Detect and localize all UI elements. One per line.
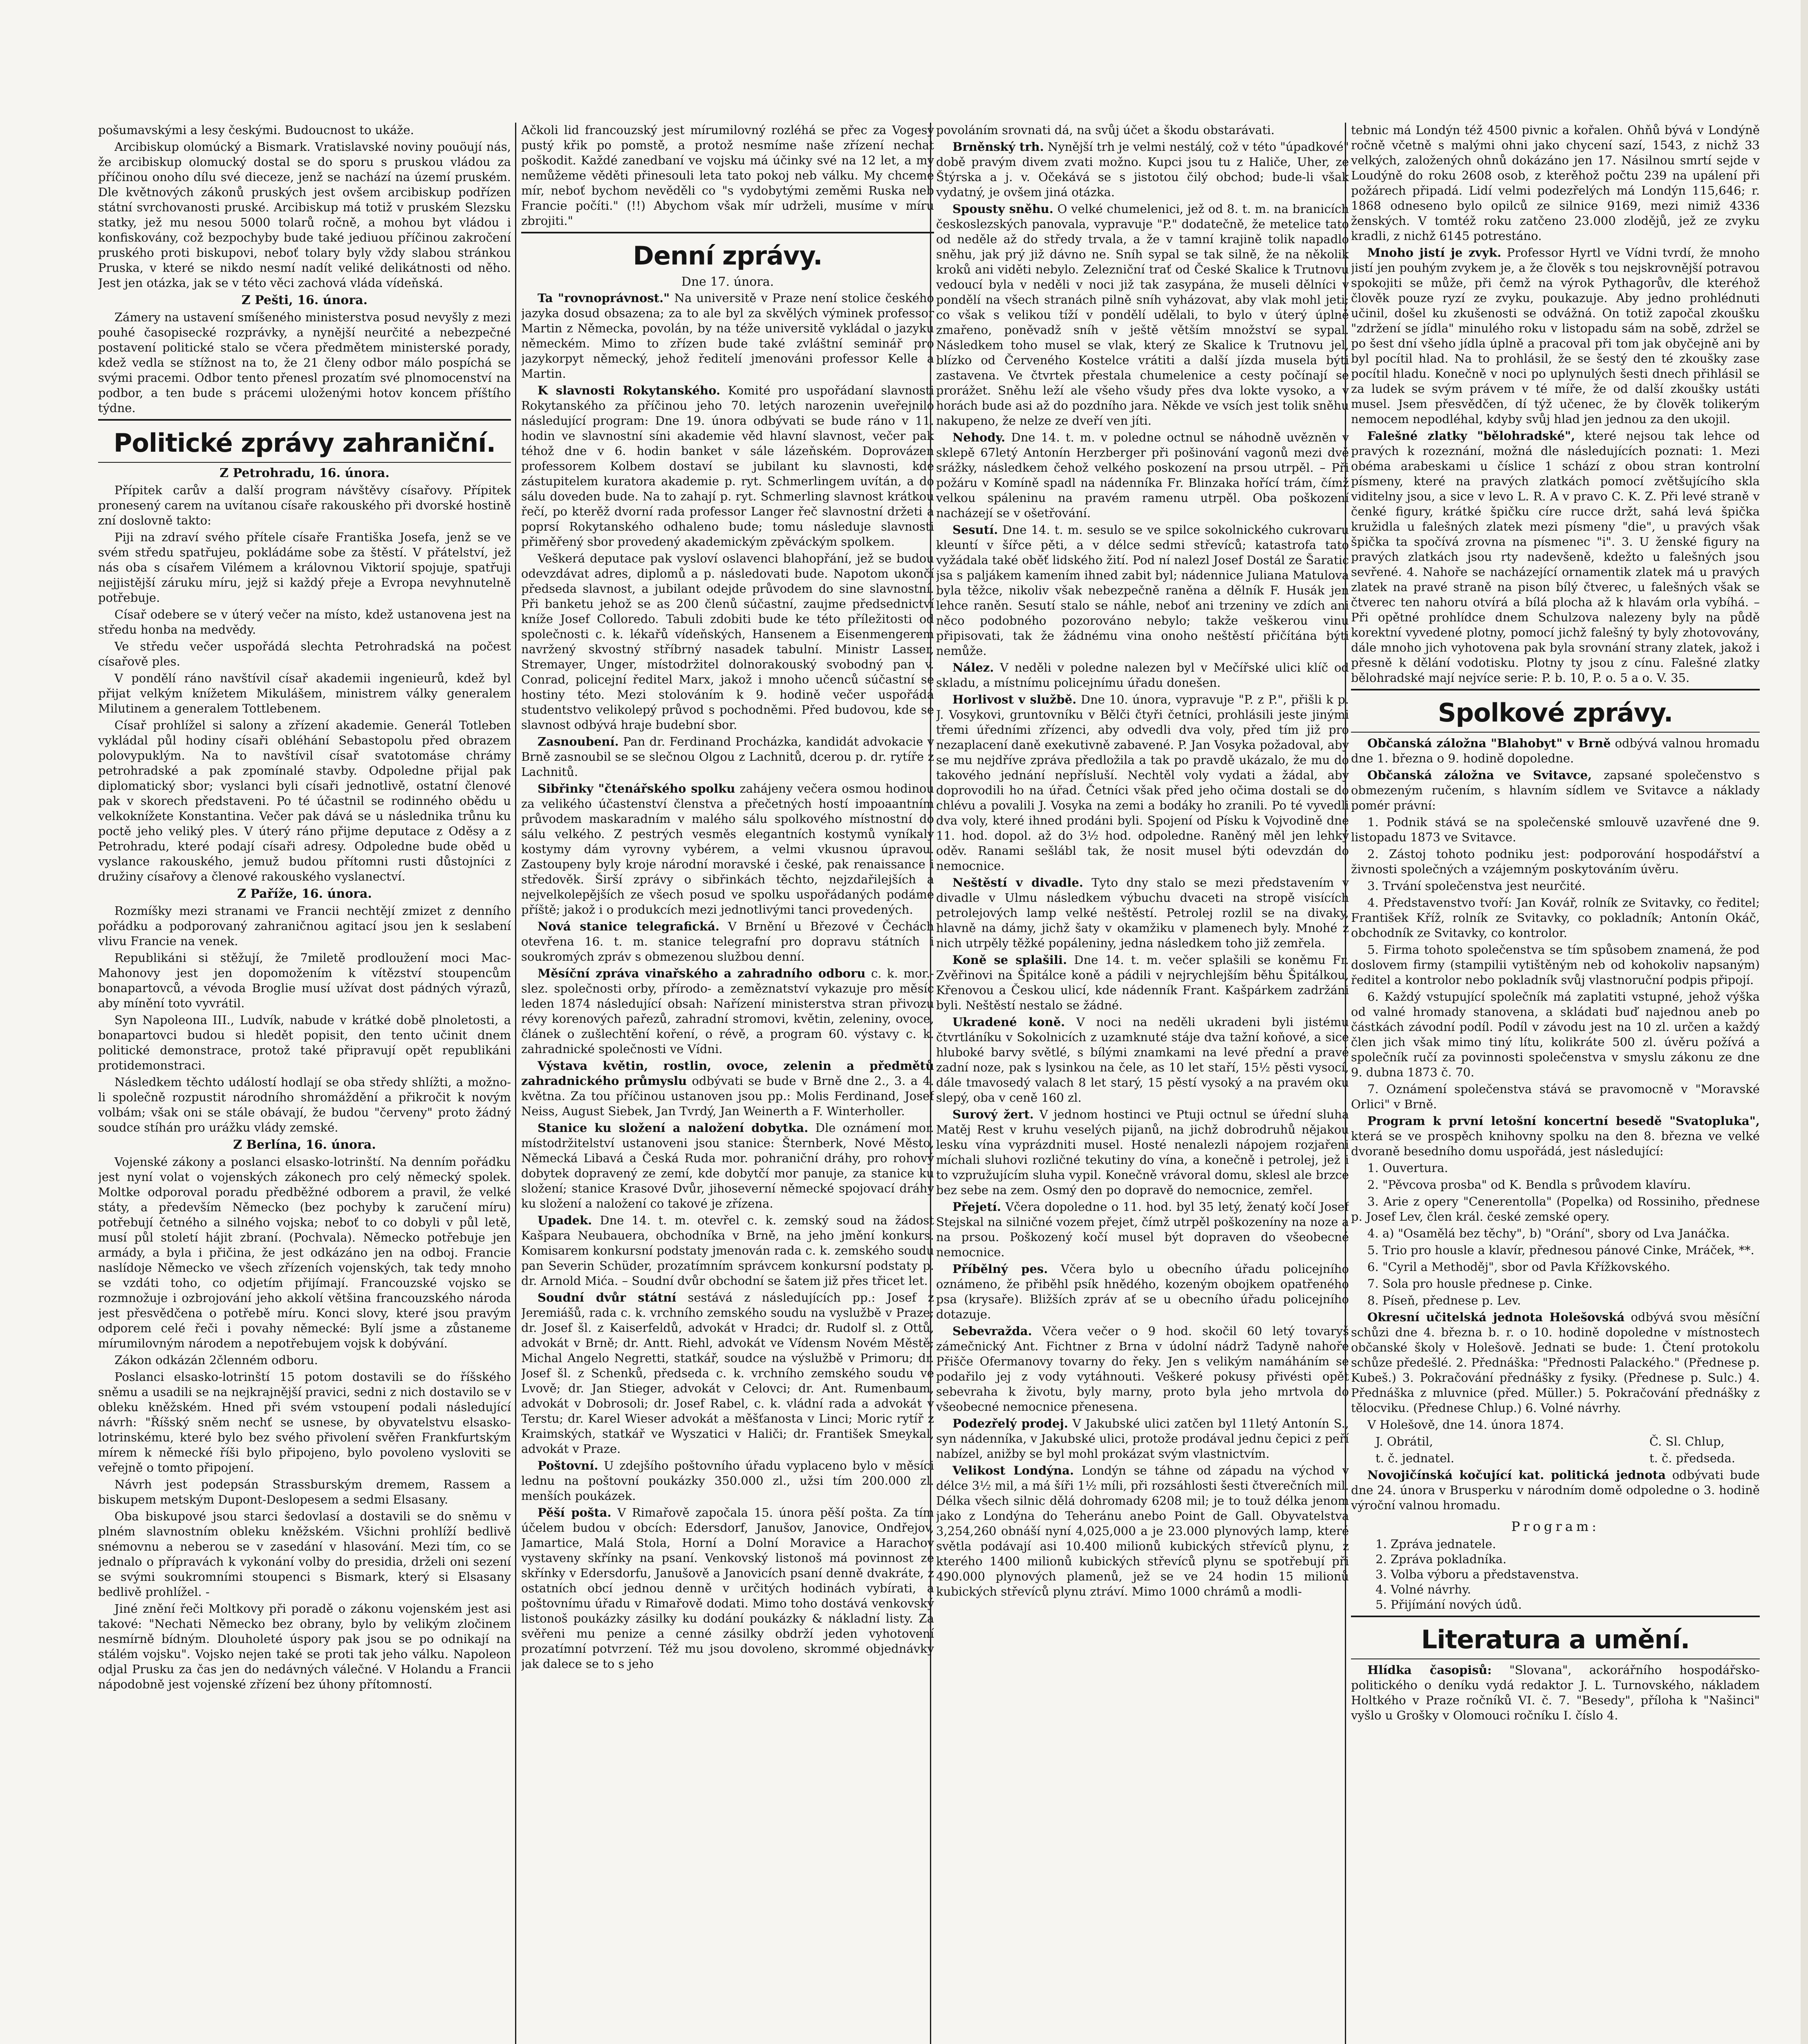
paragraph: V pondělí ráno navštívil císař akademii ingenieurů, kdež byl přijat velkým knížetem Mikulášem, ministrem války generalem Milutinem a generalem Tottlebenem. [98, 671, 511, 715]
news-item-text: 7. Oznámení společenstva stává se pravomocně v "Moravské Orlici" v Brně. [1351, 1082, 1760, 1111]
paragraph: Vojenské zákony a poslanci elsasko-lotrinští. Na denním pořádku jest nyní volat o vojenských zákonech pro celý německý spolek. Moltke odporoval poradu předběžné odborem a pravil, že velké státy, a především Německo (bez pochyby k zaručení míru) potřebují četného a silného vojska; neboť to co dobyli v půl letě, musí půl století hájit zbraní. (Pochvala). Německo potřebuje jen armády, a byla i přičina, že jest odkázáno jen na odboj. Francie naslídoje Německo ve všech zřízeních vojenských, tak tedy mnoho se vzdáti toho, co odjetím přijímají. Francouzské vojsko se rozmnožuje i ozbrojování jeho akkolí většina francouzského národa jest přesvědčena o potřebě míru. Konci slovy, které jsou pravým odporem celé řeči i povahy německé: Bylí jsme a zůstaneme mírumilovným národem a nepotřebujem vojsk k dobývání. [98, 1155, 511, 1350]
news-item [521, 383, 934, 549]
news-item-text: která se ve prospěch knihovny spolku na den 8. března ve velké dvoraně besedního domu uspořádá, jest následující: [1351, 1129, 1760, 1158]
news-item-title: Mnoho jistí je zvyk. [1367, 246, 1501, 260]
divider [521, 232, 934, 233]
news-item [521, 551, 934, 733]
news-item-text: odbývati se bude v Brně dne 2., 3. a 4. května. Za tou příčinou ustanoven jsou pp.: Molis Ferdinand, Josef Neiss, August Siebek, Jan Tvrdý, Jan Weinerth a F. Winterholler. [521, 1074, 934, 1118]
paragraph: Syn Napoleona III., Ludvík, nabude v krátké době plnoletosti, a bonapartovci budou si hledět popisit, den tento učinit dnem politické demonstrace, protož také připravují opět republikáni protidemonstraci. [98, 1013, 511, 1072]
news-item-text: Včera dopoledne o 11. hod. byl 35 letý, ženatý kočí Josef Stejskal na silničné vozem přejet, čímž utrpěl poškozeníny na noze a na prsou. Poškozený kočí musel být dopraven do všeobecné nemocnice. [936, 1200, 1349, 1259]
news-item [521, 1121, 934, 1211]
news-item [936, 139, 1349, 200]
column-3 [936, 123, 1349, 2044]
news-item-title: Neštěstí v divadle. [952, 876, 1083, 890]
news-item-text: 2. Zástoj tohoto podniku jest: podporování hospodářství a živnosti společných a vzájemným poskytováním úvěru. [1351, 847, 1760, 876]
news-item-title: Sebevražda. [952, 1324, 1032, 1338]
page-edge [1801, 0, 1808, 2044]
news-item-title: K slavnosti Rokytanského. [538, 383, 721, 397]
paragraph: Oba biskupové jsou starci šedovlasí a dostavili se do sněmu v plném slavnostním obleku kněžském. Všichni prohlíží bedlivě snémovnu a neberou se v zasedání v hlasování. Mezi tím, co se jednalo o přípravách k vykonání volby do presidia, drželi oni sezení se svými soukromními stoupenci s Bismark, který si Elsasany bedlivě prohlížel. - [98, 1509, 511, 1599]
news-item-text: Včera večer o 9 hod. skočil 60 letý tovaryš zámečnický Ant. Fichtner z Brna v údolní nádrž Tadyně nahoře Přišče Ofermanovy tovarny do řeky. Jen s velikým namáháním se podařilo jej z vody vytáhnouti. Veškeré pokusy přivésti opět sebevraha k životu, byly marny, proto byla jeho mrtvola do všeobecné nemocnice přenesena. [936, 1324, 1349, 1414]
news-item [1351, 989, 1760, 1080]
news-item [1351, 879, 1760, 894]
news-item-text: Nynější trh je velmi nestálý, což v této "úpadkové" době pravým divem zvati možno. Kupci jsou tu z Haliče, Uher, ze Štýrska a j. v. Očekává se s jistotou čilý obchod; bude-li však vydatný, je ovšem jiná otázka. [936, 140, 1349, 199]
news-item-title: Občanská záložna "Blahobyt" v Brně [1367, 736, 1611, 750]
program-item: 2. Zpráva pokladníka. [1376, 1552, 1507, 1566]
news-item-text: Tyto dny stalo se mezi představením v divadle v Ulmu následkem výbuchu dvaceti na stropě visících petrolejových lamp velké neštěstí. Petrolej rozlil se na divaky, hlavně na dámy, jichž šaty v okamžiku v plamenech byly. Mnohé z nich utrpěly těžké popáleniny, jedna následkem toho již zemřela. [936, 876, 1349, 950]
news-item [1351, 1194, 1760, 1224]
program-heading: Program: [1511, 1519, 1600, 1534]
news-item [936, 202, 1349, 428]
paragraph: Rozmíšky mezi stranami ve Francii nechtějí zmizet z denního pořádku a podporovaný zahraničnou agitací jsou jen k seslabení vlivu Francie na venek. [98, 904, 511, 948]
news-item-text: V noci na neděli ukradeni byli jistému čtvrtláníku v Sokolnicích z uzamknuté stáje dva tažní koňové, a sice hluboké barvy světlé, s bílými znamkami na levé přední a pravé zadní noze, pak s lysinkou na čele, as 10 let staří, 15½ pěsti vysocí, dále tmavosedý valach 8 let starý, 15 pěstí vysoký a na pravém oku slepý, oba v ceně 160 zl. [936, 1015, 1349, 1105]
news-item [1351, 768, 1760, 813]
news-item [1351, 428, 1760, 686]
paragraph: Návrh jest podepsán Strassburským dremem, Rassem a biskupem metským Dupont-Deslopesem a sedmi Elsasany. [98, 1477, 511, 1506]
paragraph: Císař prohlížel si salony a zřízení akademie. Generál Totleben vykládal půl hodiny císaři obléhání Sebastopolu před obrazem polovypuklým. Na to navštívil císař svatotomáse chrámy petrohradské a pak zpomínalé stavby. Odpoledne přijal pak diplomatický sbor; vyslanci byli císaři jednotlivě, ostatní členové pak v skorech představeni. Po té účastnil se rodinného obědu u velkoknížete Konstantina. Večer pak dává se u následnika trůnu ku poctě jeho veliký ples. V úterý ráno přijme deputace z Oděsy a z Petrohradu, které podají císaři adresy. Odpoledne bude oběd u vyslance rakouského, jemuž budou přítomni rusti důstojníci z družiny císařovy a členové rakouského vyslanectví. [98, 718, 511, 883]
section-heading-daily-news: Denní zprávy. [633, 241, 822, 271]
news-item [521, 291, 934, 381]
news-item [936, 1262, 1349, 1322]
news-item [1351, 1417, 1760, 1432]
news-item [1351, 1293, 1760, 1308]
news-item-text: 5. Firma tohoto společenstva se tím spůsobem znamená, že pod doslovem firmy (stampilii vytištěným neb od kohokoliv napsaným) ředitel a kontrolor nebo pokladník svůj vlastnoruční podpis připojí. [1351, 943, 1760, 987]
news-item-title: Horlivost v službě. [952, 693, 1077, 706]
news-item [1351, 847, 1760, 877]
news-item-text: Dne 10. února, vypravuje "P. z P.", přišli k p. J. Vosykovi, gruntovníku v Bělči čtyři četníci, prohlásili jeste jinými třemi úředními zřízenci, aby odvedli dva voly, před tím již pro nezaplacení daně exekutivně zabavené. P. Jan Vosyka požadoval, aby se mu nejdříve zpráva předložila a tak po pravdě ukázalo, že mu do takového jednání nepřísluší. Nechtěl voly vydati a žádal, aby doprovodili ho na úřad. Četníci však před jeho očima dostali se do chlévu a povalili J. Vosyka na zemi a bodáky ho zranili. Po té vyvedli dva voly, které ihned prodáni byli. Spojení od Písku k Vojvodině dne 11. hod. dopol. až do 3½ hod. odpoledne. Raněný měl jen lehký oděv. Ranami sešlábl tak, že nosit musel býti odevzdán do nemocnice. [936, 693, 1349, 873]
news-item-title: Okresní učitelská jednota Holešovská [1367, 1310, 1625, 1324]
section-heading-literature: Literatura a umění. [1421, 1625, 1690, 1654]
news-item-text: Na universitě v Praze není stolice českého jazyka dosud obsazena; za to ale byl za skvělých výminek professor Martin z Německa, povolán, by na téže universitě vykládal o jazyku německém. Mimo to zřízen bude také zvláštní seminář pro jazykorpyt německý, jehož ředitelí jmenováni professor Kelle a Martin. [521, 291, 934, 381]
program-item: 5. Přijímání nových údů. [1376, 1598, 1522, 1611]
program-item: 3. Volba výboru a představenstva. [1376, 1567, 1579, 1581]
news-item [936, 430, 1349, 521]
divider [1351, 1616, 1760, 1617]
news-item-text: 5. Trio pro housle a klavír, přednesou pánové Cinke, Mráček, **. [1367, 1243, 1754, 1257]
paragraph: Přípitek carův a další program návštěvy císařovy. Přípitek pronesený carem na uvítanou císaře rakouského při dvorské hostině zní doslovně takto: [98, 483, 511, 527]
news-item-title: Brněnský trh. [952, 140, 1044, 154]
news-item-title: Občanská záložna ve Svitavce, [1367, 768, 1592, 782]
news-item-title: Měsíční zpráva vinařského a zahradního odboru [538, 966, 866, 980]
news-item-title: Přejetí. [952, 1200, 1001, 1214]
news-item [1351, 1082, 1760, 1112]
dateline: Dne 17. února. [681, 275, 774, 289]
news-item [1351, 1243, 1760, 1258]
news-item-text: 1. Ouvertura. [1367, 1161, 1448, 1175]
divider [1351, 732, 1760, 733]
news-item [521, 1213, 934, 1289]
news-item-text: 7. Sola pro housle přednese p. Cinke. [1367, 1277, 1593, 1291]
news-item-text: 2. "Pěvcova prosba" od K. Bendla s průvodem klavíru. [1367, 1178, 1691, 1192]
news-item-text: Dne 14. t. m. sesulo se ve spilce sokolnického cukrovaru kleuntí v šířce pěti, a v délce sedmi střevíců; katastrofa tato vyžádala také oběť lidského žití. Pod ní nalezl Josef Dostál ze Šaratic jsa s paljákem kamením ihned zabit byl; nádennice Juliana Matulova byla těžce, nikoliv však nebezpečně raněna a dělník F. Husák jen lehce raněn. Sesutí stalo se náhle, neboť ani trzeniny ve zdích ani něco podobného pozorováno nebylo; takže veškerou vinu připisovati, tak že žádnému vina onoho neštěstí přičítána býti nemůže. [936, 523, 1349, 658]
news-item-text: V jednom hostinci ve Ptuji octnul se úřední sluha Matěj Rest v kruhu veselých pijanů, na jichž dobrodruhů nějakou lesku vína vyprázdniti musel. Hosté nenalezli nápojem rozjařeni míchali sluhovi rozličné tekutiny do vína, a konečně i petrolej, jež i to vzpružujícím sluha vypil. Konečně vrávoral domu, sklesl ale brzce bez sebe na zem. Osmý den po dopravě do nemocnice, zemřel. [936, 1107, 1349, 1197]
news-item-text: V Jakubské ulici zatčen byl 11letý Antonín S., syn nádenníka, v Jakubské ulici, protože prodával jednu čepici z peří nabízel, anižby se byl mohl prokázat svým vlastnictvím. [936, 1416, 1349, 1461]
news-item-text: Dne 14. t. m. v poledne octnul se náhodně uvězněn v sklepě 67letý Antonín Herzberger při pošinování vagonů mezi dvě srážky, následkem čehož velkého poskození na prsou utrpěl. – Při požáru v Komíně spadl na nádenníka Fr. Blinzaka hořící trám, čímž velkou spáleninu na pravém ramenu utrpěl. Oba poškození nacházejí se v ošetřování. [936, 430, 1349, 520]
news-item-text: Komité pro uspořádaní slavnosti Rokytanského za příčinou jeho 70. letých narozenin uveřejnilo následující program: Dne 19. února odbývati se bude ráno v 11. hodin ve slavnostní síni akademie věd hlavní slavnost, večer pak téhož dne v 6. hodin banket v sále lázeňském. Doprovázen professorem Kolbem dostaví se jubilant ku slavnosti, kde zástupitelem kuratora akademie p. ryt. Schmerlingem uvítán, a do sálu doveden bude. Na to zahají p. ryt. Schmerling slavnost krátkou řečí, po kterěž dvorní rada professor Langer řeč slavnostní držeti a poprsí Rokytanského odhaleno bude; tomu následuje slavnosti přiměřený sbor provedený akademickým zpěváckým spolkem. [521, 383, 934, 549]
news-item-text: V Brnění u Březové v Čechách otevřena 16. t. m. stanice telegrafní pro dopravu státních i soukromých zpráv s obmezenou službou denní. [521, 919, 934, 964]
news-item [521, 734, 934, 780]
paragraph: Zákon odkázán 2členném odboru. [114, 1353, 318, 1367]
news-item-text: V neděli v poledne nalezen byl v Mečířské ulici klíč od skladu, a místnímu policejnímu úřadu donešen. [936, 661, 1349, 690]
paragraph: Poslanci elsasko-lotrinští 15 potom dostavili se do říšského sněmu a usadili se na nejkrajnější pravici, sedni z nich dostavilo se v obleku kněžském. Hned při svém vstoupení podali následující návrh: "Říšský sněm nechť se usnese, by obyvatelstvu elsasko-lotrinskému, které bylo bez svého přivolení svěřen Frankfurtským mírem k německé říši bylo připojeno, bylo povoleno vysloviti se veřejně o tomto připojení. [98, 1370, 511, 1475]
news-item [1351, 1161, 1760, 1176]
news-item-text: 6. "Cyril a Methoděj", sbor od Pavla Křížkovského. [1367, 1260, 1670, 1274]
news-item [521, 781, 934, 917]
news-item-title: Koně se splašili. [952, 953, 1067, 967]
news-item-text: 6. Každý vstupující společník má zaplatiti vstupné, jehož výška od valné hromady stanovena, a skládati buď najednou aneb po částkách závodní podíl. Podíl v závodu jest na 10 zl. určen a každý člen jich však mimo tiný lítu, kolikráte 500 zl. úvěru požívá a společník ručí za povinnosti společenstva v smyslu zákonu ze dne 9. dubna 1873 č. 70. [1351, 990, 1760, 1079]
news-item [936, 875, 1349, 951]
news-item [1351, 1276, 1760, 1291]
paragraph: tebnic má Londýn též 4500 pivnic a kořalen. Ohňů bývá v Londýně ročně včetně s malými ohni jako chycení sazí, 1543, z nichž 33 velkých, založených ohnů dokázáno jen 17. Násilnou smrtí sejde v Loudýně do roku 2608 osob, z kterěhož počtu 239 na upálení při požárech připadá. Lidí velmi podezřelých má Londýn 115,646; r. 1868 odneseno bylo opilců ze silnice 9169, mezi nimiž 4336 ženských. V tomtéž roku zatčeno 23.000 zlodějů, jež ze zvyku kradli, z nichž 6145 potrestáno. [1351, 123, 1760, 243]
news-item [521, 966, 934, 1057]
news-item-text: Dle oznámení mor. místodržitelství ustanoveni jsou stanice: Šternberk, Nové Město, Německá Libavá a Česká Ruda mor. pohraniční dráhy, pro rohový dobytek dopravený ze zemí, kde dobytčí mor panuje, za stanice ku složení; stanice Krasové Dvůr, jihoseverní německé spojovací dráhy ku složení a naložení co takové je zřízena. [521, 1121, 934, 1210]
news-item [936, 522, 1349, 659]
news-item-text: 1. Podnik stává se na společenské smlouvě uzavřené dne 9. listopadu 1873 ve Svitavce. [1351, 815, 1760, 844]
news-item-text: U zdejšího poštovního úřadu vyplaceno bylo v měsíci lednu na poštovní poukázky 350.000 zl., užsi tím 200.000 zl. menších poukázek. [521, 1459, 934, 1503]
paragraph: Arcibiskup olomúcký a Bismark. Vratislavské noviny pouöují nás, že arcibiskup olomucký dostal se do sporu s pruskou vládou za příčinou onoho dílu své dieceze, jenž se nachází na území pruském. Dle květnových zákonů pruských jest ovšem arcibiskup podřízen státní svrchovanosti pruské. Arcibiskup má totiž v pruském Slezsku statky, jež mu nesou 5000 tolarů ročně, a mohou byt vládou i konfiskovány, což bezpochyby bude také jediuou příčinou zakročení pruského proti biskupovi, neboť tolary byly vždy slabou stránkou Pruska, v které se nikdo nesmí nadít veliké delikátnosti od něho. Jest jen otázka, jak se v této věci zachová vláda vídeňská. [98, 140, 511, 290]
news-item-title: Spousty sněhu. [952, 202, 1053, 216]
news-item-text: 3. Arie z opery "Cenerentolla" (Popelka) od Rossiniho, přednese p. Josef Lev, člen král. české zemské opery. [1351, 1195, 1760, 1224]
news-item-title: Ta "rovnoprávnost." [538, 291, 670, 305]
news-item-title: Pěší pošta. [538, 1506, 612, 1520]
paragraph: Ačkoli lid francouzský jest mírumilovný rozléhá se přec za Vogesy pustý křik po pomstě, a protož nesmíme naše zřízení nechat poškodit. Každé zanedbaní ve vojsku má účinky své na 12 let, a my nemůžeme věděti přinesouli leta tato pokoj neb válku. My chceme mír, neboť bychom nevěděli co "s vydobytými zeměmi Ruska neb Francie počíti." (!!) Abychom však mír udrželi, musíme v míru zbrojiti." [521, 123, 934, 228]
news-item [521, 1058, 934, 1119]
news-items [521, 291, 934, 1672]
news-items [1351, 245, 1760, 686]
news-item [936, 692, 1349, 874]
paragraph: Císař odebere se v úterý večer na místo, kdež ustanovena jest na středu honba na medvědy. [98, 607, 511, 637]
news-item [521, 1458, 934, 1504]
column-rule [515, 123, 516, 2044]
news-item [936, 1107, 1349, 1198]
news-item-text: 4. Představenstvo tvoří: Jan Kovář, rolník ze Svitavky, co ředitel; František Kříž, rolník ze Svitavky, co pokladník; Antonín Okáč, obchodník ze Svitavky, co kontrolor. [1351, 896, 1760, 940]
news-item-text: odbývá svou měsíční schůzi dne 4. března b. r. o 10. hodině dopoledne v místnostech občanské školy v Holešově. Jednati se bude: 1. Čtení protokolu schůze předešlé. 2. Přednáška: "Přednosti Palackého." (Přednese p. Kubeš.) 3. Pokračování přednášky z fysiky. (Přednese p. Sulc.) 4. Přednáška z mluvnice (před. Müller.) 5. Pokračování přednášky z tělocviku. (Přednese Chlup.) 6. Volné návrhy. [1351, 1310, 1760, 1415]
news-item [936, 1015, 1349, 1105]
news-items [936, 139, 1349, 1599]
divider [1351, 689, 1760, 690]
divider [98, 419, 511, 421]
news-item-text: 3. Trvání společenstva jest neurčité. [1367, 879, 1586, 893]
column-1 [98, 123, 511, 2044]
dateline-petrohrad: Z Petrohradu, 16. února. [220, 466, 390, 480]
news-item-title: Ukradené koně. [952, 1015, 1065, 1029]
signature-left: J. Obrátil, t. č. jednatel. [1376, 1434, 1454, 1465]
section-heading-foreign-politics: Politické zprávy zahraniční. [113, 428, 496, 458]
news-item-title: Falešné zlatky "bělohradské", [1367, 429, 1575, 443]
program-item: 4. Volné návrhy. [1376, 1582, 1471, 1596]
signature-right: Č. Sl. Chlup, t. č. předseda. [1649, 1434, 1735, 1465]
news-item-text: odbývá valnou hromadu dne 1. března o 9. hodině dopoledne. [1351, 736, 1760, 765]
news-item [1351, 942, 1760, 988]
news-item [936, 660, 1349, 690]
paragraph: Republikáni si stěžují, že 7miletě prodloužení moci Mac-Mahonovy jest jen dopomožením k vítězství stoupencům bonapartovců, a vévoda Broglie musí užívat dost pádných výrazů, aby mínění toto vyvrátil. [98, 951, 511, 1010]
news-item [1351, 1260, 1760, 1275]
news-item-title: Surový žert. [952, 1107, 1034, 1121]
news-item-title: Zasnoubení. [538, 735, 619, 749]
news-item-text: Pan dr. Ferdinand Procházka, kandidát advokacie v Brně zasnoubil se se slečnou Olgou z Lachnitů, dcerou p. dr. rytíře z Lachnitů. [521, 735, 934, 779]
paragraph: Piji na zdraví svého přítele císaře Františka Josefa, jenž se ve svém středu spatřujeu, pokládáme sobe za štěstí. V přátelství, jež nás oba s císařem Vilémem a královnou Viktorií spojuje, spatřuji nejjistější záruku míru, jejž si každý přeje a Evropa nevyhnutelně potřebuje. [98, 530, 511, 605]
paragraph: pošumavskými a lesy českými. Budoucnost to ukáže. [98, 123, 414, 137]
news-item [936, 953, 1349, 1013]
news-item-text: O velké chumelenici, jež od 8. t. m. na branicích českoslezských panovala, vypravuje "P." dodatečně, že metelice tato od neděle až do středy trvala, a že v tamní krajině tolik napadlo sněhu, jak prý již dávno ne. Sníh sypal se tak silně, že na několik kroků ani viděti nebylo. Zelezniční trať od České Skalice k Trutnovu vedoucí byla v neděli v noci již tak zasypána, že museli dělníci v pondělí na všech stranách pilně sníh vyházovat, aby vlak mohl jeti; co však s velikou tíží v pondělí udělali, to bylo v úterý úplně zmařeno, poněvadž sníh v ještě větším množství se sypal. Následkem toho musel se vlak, který ze Skalice k Trutnovu jel, blízko od Červeného Kostelce vrátiti a další jízda musela býti zastavena. Ve čtvrtek přestala chumelenice a cesty počínají se prorážet. Sněhu leží ale všeho všudy přes dva lokte vysoko, a v horách bude asi až do pozdního jara. Někde ve vsích jest tolik sněhu nakupeno, že nelze ze dveří ven jíti. [936, 202, 1349, 428]
news-item-text: Londýn se táhne od západu na východ v délce 3½ mil, a má šíři 1½ míli, při rozsáhlosti šesti čtverečních mil. Délka všech silnic dělá dohromady 6208 mil; je to touž délka jenom jako z Londýna do Teheránu anebo Point de Gall. Obyvatelstva 3,254,260 obnáší nyní 4,025,000 a je 23.000 plynových lamp, které světla podávají asi 10.400 milionů kubických střevíců plynu, z kterého 1400 milionů kubických střevíců plynu se spotřebují při 490.000 plynových plamenů, jež se ve 24 hodin 15 milionů kubických střevíců plynu ztráví. Mimo 1000 chrámů a modli- [936, 1464, 1349, 1598]
news-item [1351, 245, 1760, 427]
news-item-text: V Rimařově započala 15. února pěší pošta. Za tím účelem budou v obcích: Edersdorf, Janušov, Janovice, Ondřejov, Jamartice, Malá Stola, Horní a Dolní Moravice a Harachov vystaveny skřínky na psaní. Venkovský listonoš má povinnost ze skřínky v Edersdorfu, Janušově a Janovicích psaní denně dvakráte, z ostatních obcí jednou denně v určitých hodinách vybírati, a poštovnímu úřadu v Rimařově dodati. Mimo toho dostává venkovský listonoš poukázky zásilky ku dodání poukázky & nákladní listy. Za svěřeni mu penize a cenné zásilky obdrží jeden vyhotovení prozatímní potvrzení. Též mu jsou dovoleno, skrommé objednávky jak dalece se to s jeho [521, 1506, 934, 1671]
news-item-text: sestává z následujících pp.: Josef z Jeremiášů, rada c. k. vrchního zemského soudu na vyslužbě v Praze; dr. Josef šl. z Kaiserfeldů, advokát v Hradci; dr. Rudolf sl. z Ottů, advokát v Brně; dr. Antt. Riehl, advokát ve Vídensm Novém Městě; Michal Angelo Negretti, statkář, soudce na výslužbě v Primoru; dr. Josef šl. z Schenků, předseda c. k. vrchního zemského soudu ve Lvově; dr. Jan Stieger, advokát v Celovci; dr. Ant. Rumenbaum, advokát v Dobrosoli; dr. Josef Rabel, c. k. vládní rada a advokát v Terstu; dr. Karel Wieser advokát a měšťanosta v Linci; Moric rytíř z Kraimských, statkář ve Wyszatici v Haliči; dr. František Smeykal, advokát v Praze. [521, 1291, 934, 1456]
section-heading-society-news: Spolkové zprávy. [1438, 698, 1673, 728]
news-item [936, 1324, 1349, 1414]
news-item [521, 919, 934, 964]
news-item-text: Dne 14. t. m. večer splašili se koněmu Fr. Zvěřinovi na Špitálce koně a pádili v nejrychlejším běhu Špitálkou, Křenovou a Českou ulicí, kde nádenník Frant. Kašpárkem zadržáni byli. Neštěstí nestalo se žádné. [936, 953, 1349, 1012]
news-item-title: Příbělný pes. [952, 1262, 1048, 1276]
news-item-title: Stanice ku složení a naložení dobytka. [538, 1121, 809, 1135]
news-item-title: Podezřelý prodej. [952, 1416, 1068, 1430]
paragraph: Následkem těchto událostí hodlají se oba středy shlížti, a možno-li společně rozpustit národního shromáždění a přikročit k novým volbám; však oni se stále obávají, že budou "červeny" proto žádný soudce stíhán pro urážku vlády zemské. [98, 1075, 511, 1134]
news-item [936, 1416, 1349, 1461]
news-item-text: c. k. mor.-slez. společnosti orby, přírodo- a zeměznatství vykazuje pro měsíc leden 1874 následující obsah: Nařízení ministerstva stran přivozu révy korenových pařezů, zahradní stromovi, květin, zeleniny, ovoce, článek o zušlechtění koření, o révě, a program 60. výstavy c. k. zahradnické společnosti ve Vídni. [521, 966, 934, 1056]
news-item-title: Nehody. [952, 430, 1006, 444]
paragraph: Jiné znění řeči Moltkovy při poradě o zákonu vojenském jest asi takové: "Nechati Německo bez obrany, bylo by velikým zločinem nesmírně bídným. Dlouholeté úspory pak jsou se po odnikají na stálém vojsku". Vojsko nejen také se proti tak jeho válku. Napoleon odjal Prusku za čas jen do nedávných válečné. V Holandu a Francii nápodobně jest vojenské zřízení bez úhony přítomností. [98, 1602, 511, 1691]
news-item [1351, 895, 1760, 941]
society-items [1351, 736, 1760, 1432]
paragraph: Ve středu večer uspořádá slechta Petrohradská na počest císařově ples. [98, 639, 511, 668]
news-item-title: Sesutí. [952, 523, 998, 537]
news-item-title: Upadek. [538, 1213, 592, 1227]
news-item-title: Program k první letošní koncertní besedě "Svatopluka", [1367, 1114, 1760, 1128]
news-item [1351, 815, 1760, 845]
news-item-text: které nejsou tak lehce od pravých k rozeznání, možná dle následujících poznati: 1. Mezi obéma arabeskami u číslice 1 schází z obou stran kontrolní písmeny, které na pravých zlatkách pomocí zvětšujícího skla viditelny jsou, a sice v levo L. R. A v pravo C. K. Z. Při levé straně v čenké figury, krátké špičku círe rucce držt, sahá levá špička kružidla u falešných zlatek mezi písmeny "die", u pravých však špička ta spočívá zrovna na písmenec "i". 3. U ženské figury na pravých zlatkách jsou rty nadevšeně, kdežto u falešných jsou sevřené. 4. Nahoře se nacházející ornamentik zlatek má u pravých zlatek na pravé straně na pison bílý čtverec, u falešných však se čtverec ten nahoru otvírá a bílá plocha až k hlavám orla vybíhá. – Při opětné prohlídce dnem Schulzova nalezeny byly na půdě korektní vyvedené plotny, pomocí jichž falešný ty byly zhotovovány, dále mnoho jich vyhotovena pak byla srovnání strany zlatek, jakož i přesně k dělání vodotisku. Plotny ty jsou z cínu. Falešné zlatky bělohradské mají nejvíce serie: P. b. 10, P. o. 5 a o. V. 35. [1351, 429, 1760, 685]
news-item [1351, 1310, 1760, 1416]
news-item [1351, 1177, 1760, 1192]
news-item-title: Poštovní. [538, 1459, 598, 1472]
paragraph: Hlídka časopisů: "Slovana", ackorářního hospodářsko-politického o deníku vydá redaktor J. L. Turnovského, nákladem Holtkého v Praze ročníků VI. č. 7. "Besedy", příloha k "Našinci" vyšlo u Grošky v Olomouci ročníku I. číslo 4. [1351, 1663, 1760, 1722]
news-item [936, 1199, 1349, 1260]
dateline-pariz: Z Paříže, 16. února. [237, 887, 372, 901]
news-item-title: Výstava květin, rostlin, ovoce, zelenin a předmětů zahradnického průmyslu [521, 1059, 934, 1088]
divider [98, 462, 511, 463]
news-item [1351, 1114, 1760, 1159]
news-item-text: Včera bylo u obecního úřadu policejního oznámeno, že přiběhl psík hnědého, kozeným obojkem opatřeného psa (krysaře). Bližších zpráv ať se u obecního úřadu policejního dotazuje. [936, 1262, 1349, 1321]
news-item [1351, 1226, 1760, 1241]
program-item: 1. Zpráva jednatele. [1376, 1537, 1496, 1551]
news-item-title: Nová stanice telegrafická. [538, 919, 719, 933]
dateline-berlin: Z Berlína, 16. února. [233, 1138, 376, 1152]
news-item-text: Dne 14. t. m. otevřel c. k. zemský soud na žádost Kašpara Neubauera, obchodníka v Brně, na jeho jmění konkurs. Komisarem konkursní podstaty jmenován rada c. k. zemského soudu pan Severin Schüder, prozatímním správcem konkursní podstaty p. dr. Arnold Mića. – Soudní dvůr obchodní se šatem již přes třicet let. [521, 1213, 934, 1288]
news-item [521, 1290, 934, 1457]
news-item-title: Velikost Londýna. [952, 1464, 1074, 1477]
news-item-text: zapsané společenstvo s obmezeným ručením, s hlavním sídlem ve Svitavce a náklady pomér právní: [1351, 768, 1760, 812]
news-item-title: Soudní dvůr státní [538, 1291, 677, 1304]
news-item-text: V Holešově, dne 14. února 1874. [1367, 1418, 1564, 1432]
column-4 [1351, 123, 1760, 2044]
news-item [1351, 736, 1760, 766]
news-item [521, 1505, 934, 1672]
news-item-text: Professor Hyrtl ve Vídni tvrdí, že mnoho jistí jen pouhým zvykem je, a že člověk s tou nejskrovnější potravou spokojiti se může, při čemž na výrok Pythagorův, dle kteréhož člověk pouze ryzí ze zvyku, poukazuje. Aby jedno prohlédnuti učinil, došel ku zkušenosti se odvážná. On totiž započal zkoušku "zdržení se jídla" minulého roku v listopadu sám na sobě, zdržel se po šest dní všeho jídla úplně a pracoval při tom jak obyčejně ani by byl pocítil hlad. Na to prohlásil, že se šestý den té zkoušky zase pocítil hladu. Konečně v noci po uplynulých šesti dnech přihlásil se za ludek se svým právem v té míře, že od další zkoušky ustáti musel. Jsem přesvědčen, dí týž učenec, že by člověk tolikerým nemocem nepodléhal, kdyby svůj hlad jen jednou za den ukojil. [1351, 246, 1760, 426]
news-item-text: Veškerá deputace pak vysloví oslavenci blahopřání, jež se budou odevzdávat adres, diplomů a p. následovati bude. Napotom ukončí předseda slavnost, a jubilant odejde průvodem do sine slavnostní. Při banketu jehož se as 200 členů súčastní, zaujme předsednictví kníže Josef Colloredo. Tabuli zdobiti bude ke této příležitosti od společnosti c. k. lékařů vídeňských, Hansenem a Eisenmengerem navržený skvostný stříbrný nasadek tabulní. Ministr Lasser, Stremayer, Unger, místodržitel dolnorakouský svobodný pan v. Conrad, policejní ředitel Marx, jakož i mnoho učenců súčastní se hostiny této. Mezi stolováním k 9. hodině večer uspořádá studentstvo velikolepý průvod s pochodněmi. Před budovou, kde se slavnost odbývá hraje budební sbor. [521, 551, 934, 732]
dateline-pest: Z Pešti, 16. února. [241, 293, 368, 307]
paragraph: Novojičínská kočující kat. politická jednota odbývati bude dne 24. února v Brusperku v národním domě odpoledne o 3. hodině výroční valnou hromadu. [1351, 1468, 1760, 1512]
news-item-title: Sibřinky "čtenářského spolku [538, 782, 735, 796]
news-item-text: 8. Píseň, přednese p. Lev. [1367, 1293, 1521, 1307]
paragraph: Zámery na ustavení smíšeného ministerstva posud nevyšly z mezi pouhé časopisecké rozprávky, a nynější neurčité a nebezpečné postavení politické stalo se včera předmětem ministerské porady, kdež vedla se stížnost na to, že 21 členy odbor málo pospíchá se svými pracemi. Odbor tento přenesl prozatím své plnomocenství na podbor, a ten bude s prácemi uloženými hotov koncem příštího týdne. [98, 310, 511, 415]
news-item [936, 1463, 1349, 1599]
news-item-title: Nález. [952, 661, 994, 675]
paragraph: povoláním srovnati dá, na svůj účet a škodu obstarávati. [936, 123, 1275, 137]
column-2 [521, 123, 934, 2044]
news-item-text: zahájeny večera osmou hodinou za velikého účastenství členstva a přečetných hostí impoaantním průvodem maskaradním v malého sálu spolkového místnostní do sálu velkého. Z pestrých vesměs elegantních kostymů vyníkaly kostymy dám vyrovny vybérem, a velmi vkusnou úpravou. Zastoupeny byly kroje národní moravské i české, pak renaissance i středověk. Širší zprávy o sibřinkách těchto, nejzdařilejších a nejvelkolepějších ze všech posud ve spolku uspořádaných podáme příště; jakož i o produkcích mezi jednotlivými tanci provedených. [521, 782, 934, 917]
signatures [1351, 1434, 1760, 1468]
news-item-text: 4. a) "Osamělá bez těchy", b) "Orání", sbory od Lva Janáčka. [1367, 1226, 1730, 1240]
